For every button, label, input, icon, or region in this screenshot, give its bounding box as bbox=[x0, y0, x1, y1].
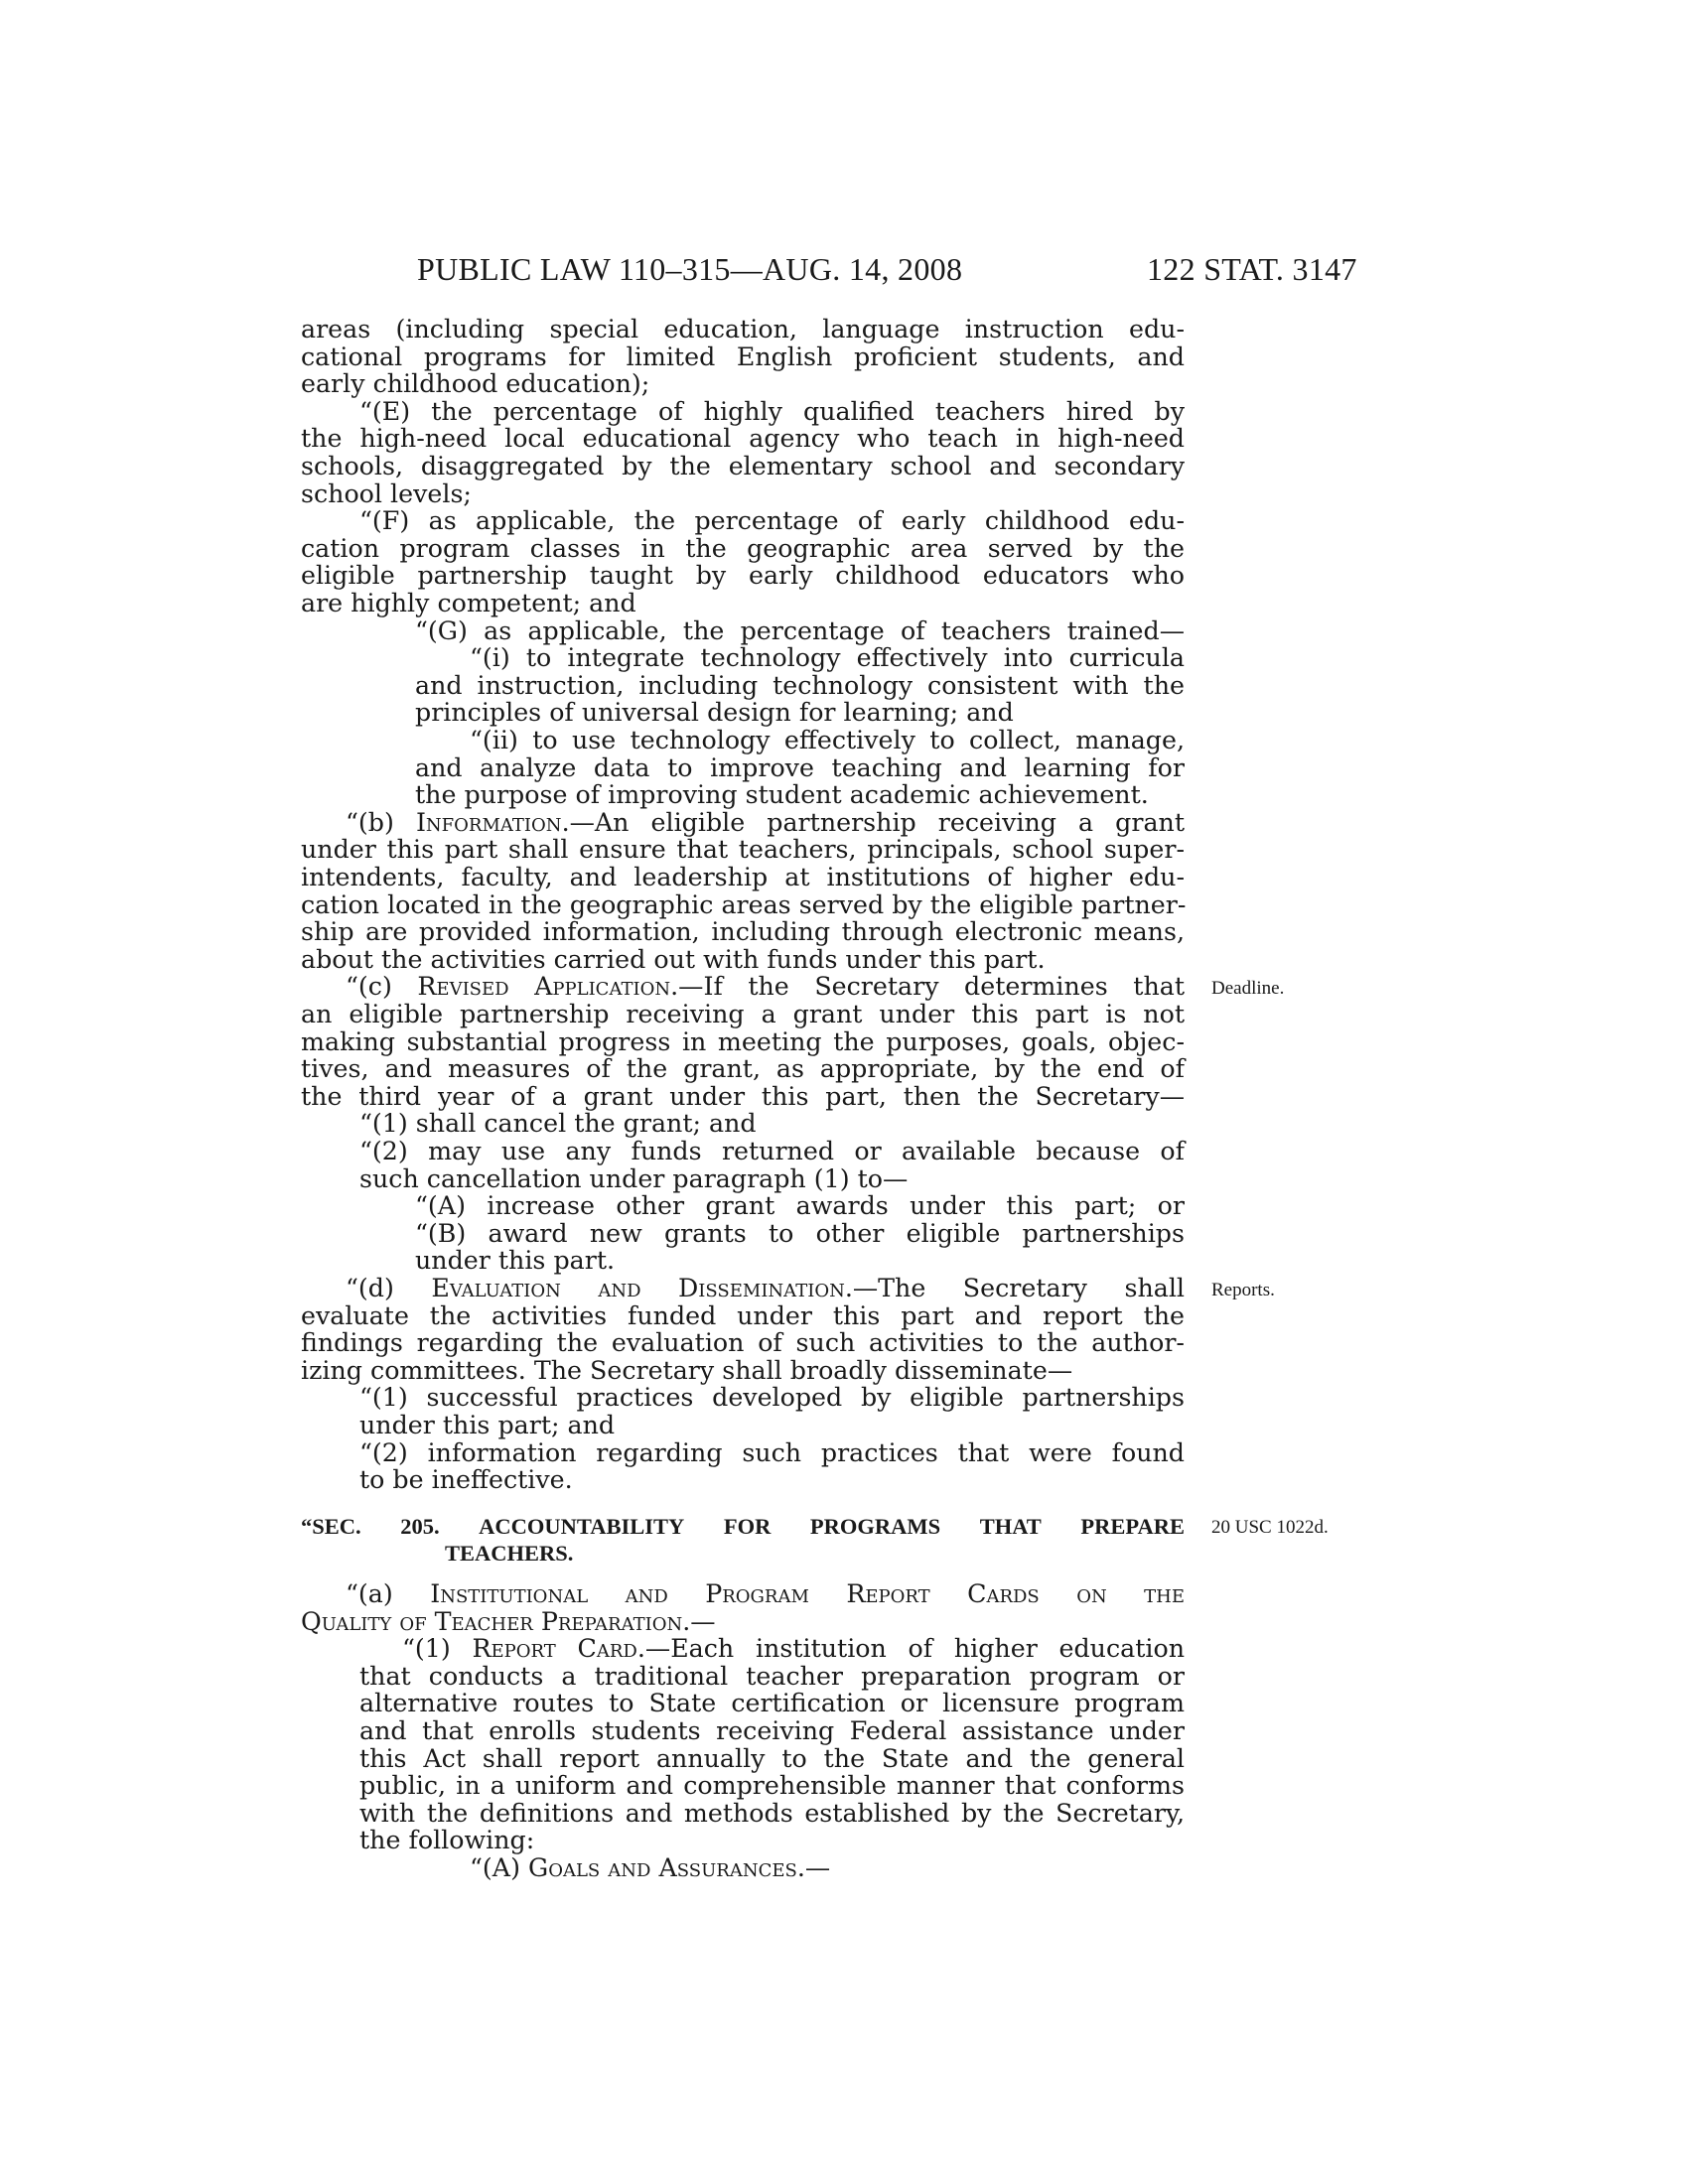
text-line: and instruction, including technology consistent with the bbox=[415, 670, 1185, 700]
text-line: making substantial progress in meeting the purposes, goals, objec- bbox=[301, 1026, 1185, 1056]
text-line: “(ii) to use technology effectively to collect, manage, bbox=[470, 726, 1185, 754]
text-line: “(d) Evaluation and Dissemination.—The Secretary shall bbox=[346, 1274, 1185, 1302]
text-line: eligible partnership taught by early childhood educators who bbox=[301, 561, 1185, 591]
text-line: the high-need local educational agency who teach in high-need bbox=[301, 424, 1185, 454]
text-line: areas (including special education, language instruction edu- bbox=[301, 315, 1185, 343]
running-header-title: PUBLIC LAW 110–315—AUG. 14, 2008 bbox=[417, 251, 963, 287]
text-line: under this part. bbox=[415, 1246, 616, 1276]
text-line: “(E) the percentage of highly qualified teachers hired by bbox=[359, 396, 1185, 426]
text-line: “(2) may use any funds returned or available because of bbox=[359, 1137, 1185, 1165]
text-line: and analyze data to improve teaching and learning for bbox=[415, 752, 1185, 782]
text-line: public, in a uniform and comprehensible manner that conforms bbox=[359, 1771, 1185, 1801]
text-line: izing committees. The Secretary shall broadly disseminate— bbox=[301, 1355, 1073, 1385]
text-line: principles of universal design for learning; and bbox=[415, 698, 1014, 728]
text-line: “(A) Goals and Assurances.— bbox=[470, 1853, 831, 1882]
text-line: “(a) Institutional and Program Report Cards on the bbox=[346, 1579, 1185, 1608]
text-line: alternative routes to State certification or licensure program bbox=[359, 1689, 1185, 1718]
text-line: “(A) increase other grant awards under this part; or bbox=[415, 1191, 1185, 1221]
text-line: “(1) successful practices developed by eligible partnerships bbox=[359, 1383, 1185, 1413]
text-line: “(1) shall cancel the grant; and bbox=[359, 1109, 757, 1139]
text-line: under this part shall ensure that teachers, principals, school super- bbox=[301, 835, 1185, 865]
text-line: early childhood education); bbox=[301, 369, 650, 399]
text-line: cational programs for limited English proficient students, and bbox=[301, 341, 1185, 371]
text-line: an eligible partnership receiving a grant under this part is not bbox=[301, 1000, 1185, 1028]
text-line: and that enrolls students receiving Federal assistance under bbox=[359, 1716, 1185, 1745]
text-line: “(b) Information.—An eligible partnership receiving a grant bbox=[346, 807, 1186, 837]
text-line: such cancellation under paragraph (1) to— bbox=[359, 1163, 909, 1193]
text-line: schools, disaggregated by the elementary school and secondary bbox=[301, 452, 1185, 480]
text-line: intendents, faculty, and leadership at institutions of higher edu- bbox=[301, 863, 1185, 891]
text-line: Quality of Teacher Preparation.— bbox=[301, 1606, 716, 1636]
text-line: findings regarding the evaluation of such activities to the author- bbox=[301, 1328, 1185, 1358]
text-line: ship are provided information, including through electronic means, bbox=[301, 917, 1185, 947]
section-heading: “SEC. 205. ACCOUNTABILITY FOR PROGRAMS THAT PREPARE TEACHERS. bbox=[301, 1514, 1185, 1566]
text-line: the purpose of improving student academic achievement. bbox=[415, 780, 1149, 810]
text-line: with the definitions and methods established by the Secretary, bbox=[359, 1798, 1185, 1828]
text-line: “(c) Revised Application.—If the Secretary determines that bbox=[346, 972, 1185, 1002]
text-line: the third year of a grant under this part, then the Secretary— bbox=[301, 1081, 1185, 1111]
running-header-stat: 122 STAT. 3147 bbox=[1147, 251, 1357, 287]
text-line: about the activities carried out with funds under this part. bbox=[301, 944, 1046, 974]
text-line: to be ineffective. bbox=[359, 1465, 573, 1495]
text-line: school levels; bbox=[301, 478, 472, 508]
text-line: “(G) as applicable, the percentage of teachers trained— bbox=[415, 615, 1185, 645]
text-line: the following: bbox=[359, 1826, 535, 1855]
text-line: “(i) to integrate technology effectively into curricula bbox=[470, 643, 1185, 673]
text-line: that conducts a traditional teacher preparation program or bbox=[359, 1661, 1185, 1691]
text-line: “(2) information regarding such practices that were found bbox=[359, 1437, 1185, 1467]
text-line: cation program classes in the geographic area served by the bbox=[301, 533, 1185, 563]
text-line: evaluate the activities funded under this part and report the bbox=[301, 1300, 1185, 1330]
text-line: “(1) Report Card.—Each institution of higher education bbox=[402, 1634, 1185, 1664]
text-line: “(F) as applicable, the percentage of early childhood edu- bbox=[359, 506, 1185, 536]
text-line: under this part; and bbox=[359, 1411, 616, 1439]
text-line: this Act shall report annually to the State and the general bbox=[359, 1743, 1185, 1773]
margin-note-usc: 20 USC 1022d. bbox=[1211, 1517, 1329, 1538]
text-line: cation located in the geographic areas served by the eligible partner- bbox=[301, 889, 1187, 919]
margin-note-deadline: Deadline. bbox=[1211, 978, 1285, 999]
text-line: are highly competent; and bbox=[301, 589, 636, 617]
text-line: “(B) award new grants to other eligible partnerships bbox=[415, 1218, 1185, 1248]
margin-note-reports: Reports. bbox=[1211, 1280, 1275, 1300]
text-line: tives, and measures of the grant, as appropriate, by the end of bbox=[301, 1054, 1185, 1084]
